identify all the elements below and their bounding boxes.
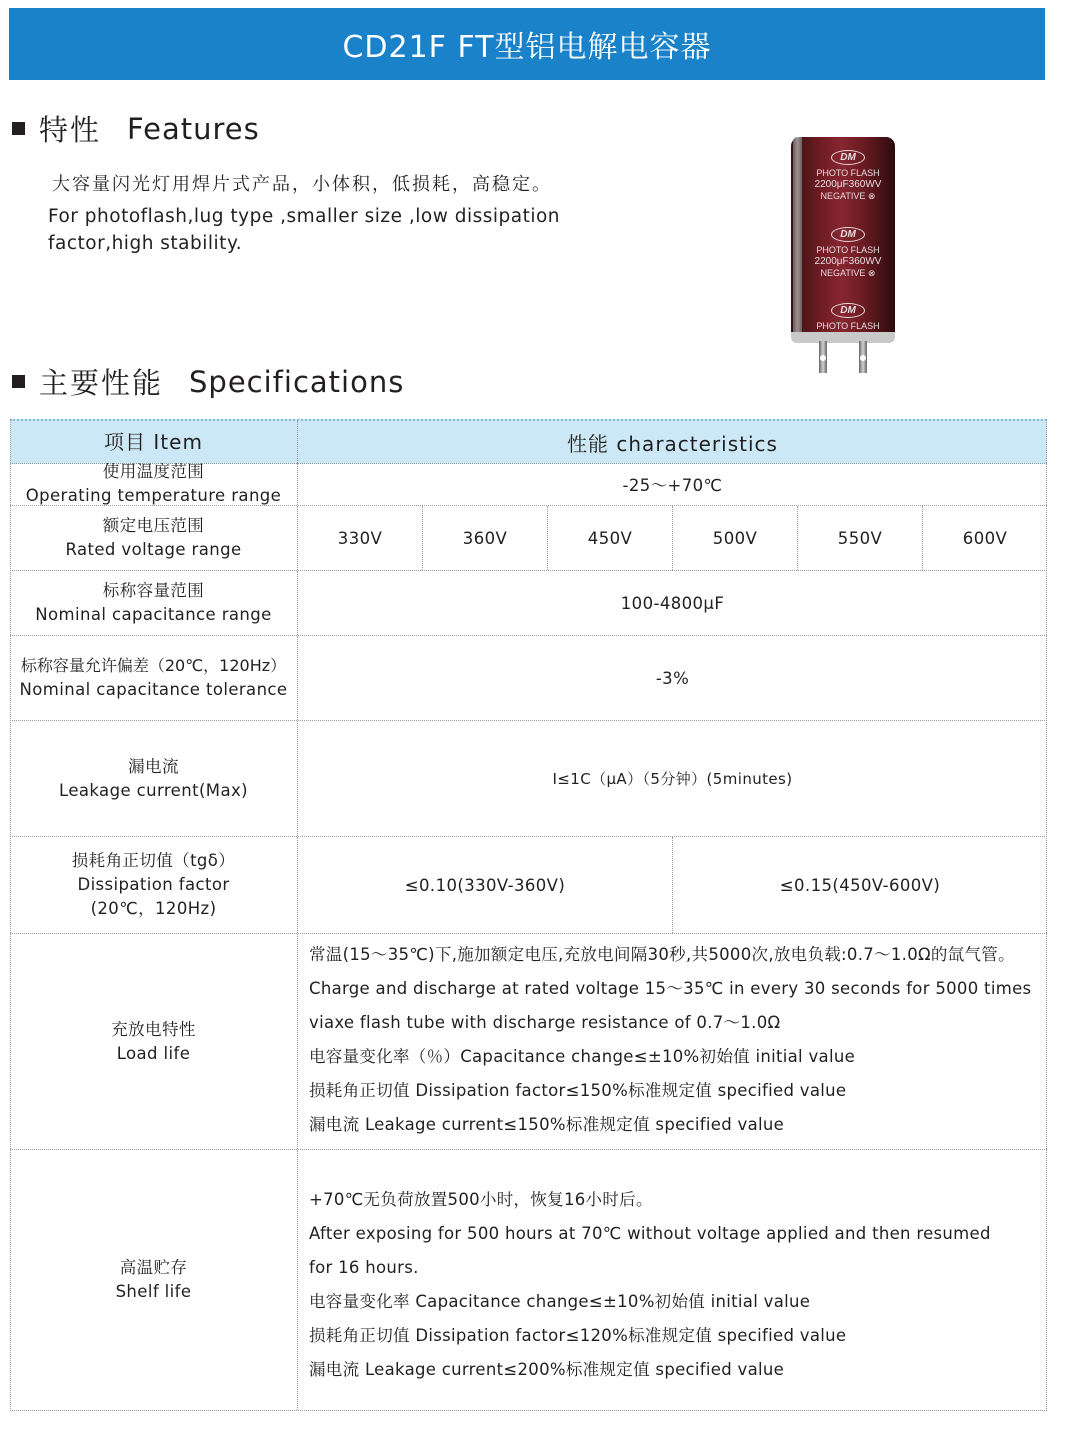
voltage-cell: 360V — [423, 506, 548, 570]
voltage-cell: 330V — [298, 506, 423, 570]
capacitor-label-line1: PHOTO FLASH — [816, 245, 880, 255]
features-heading — [12, 108, 260, 149]
row-label — [10, 463, 298, 505]
label-en: Nominal capacitance range — [35, 605, 272, 624]
row-label — [10, 934, 298, 1149]
shelf-life-line: 损耗角正切值 Dissipation factor≤120%标准规定值 specified value — [309, 1326, 847, 1345]
label-en: Operating temperature range — [25, 486, 282, 505]
shelf-life-details — [309, 1183, 1047, 1387]
row-label — [10, 721, 298, 836]
row-label — [10, 506, 298, 570]
table-header-row — [10, 419, 1047, 464]
specifications-heading-en: Specifications — [189, 364, 405, 399]
label-zh: 漏电流 — [128, 756, 179, 776]
capacitor-label-line3: NEGATIVE ⊗ — [820, 191, 876, 201]
specifications-heading — [12, 361, 404, 402]
load-life-line: viaxe flash tube with discharge resistance of 0.7～1.0Ω — [309, 1013, 781, 1032]
shelf-life-line: 漏电流 Leakage current≤200%标准规定值 specified value — [309, 1360, 785, 1379]
table-row-load-life — [10, 934, 1047, 1150]
shelf-life-line: +70℃无负荷放置500小时，恢复16小时后。 — [309, 1190, 653, 1209]
dissipation-cell: ≤0.10(330V-360V) — [298, 837, 673, 933]
row-label — [10, 571, 298, 635]
row-label — [10, 1150, 298, 1410]
tolerance-value: -3% — [655, 668, 690, 688]
bullet-square-icon — [12, 375, 25, 388]
label-zh: 充放电特性 — [111, 1019, 196, 1039]
label-en: Shelf life — [115, 1282, 192, 1301]
voltage-cell: 600V — [962, 528, 1008, 548]
table-row-dissipation — [10, 837, 1047, 934]
capacitor-lug-terminal — [819, 341, 827, 373]
table-row-temperature — [10, 463, 1047, 506]
label-en: Leakage current(Max) — [59, 780, 248, 800]
label-zh: 高温贮存 — [119, 1258, 188, 1277]
page-title: CD21F FT型铝电解电容器 — [342, 30, 712, 65]
table-row-shelf-life — [10, 1150, 1047, 1411]
dissipation-values — [298, 837, 1047, 933]
table-row-capacitance — [10, 571, 1047, 636]
label-zh: 标称容量允许偏差（20℃，120Hz） — [20, 656, 287, 675]
capacitor-label-line1: PHOTO FLASH — [816, 321, 880, 331]
capacitor-label-line3: NEGATIVE ⊗ — [820, 268, 876, 278]
label-en: Load life — [116, 1043, 191, 1063]
voltage-values — [298, 506, 1047, 570]
shelf-life-line: for 16 hours. — [309, 1258, 419, 1277]
features-heading-en: Features — [127, 111, 260, 146]
dissipation-cell: ≤0.15(450V-600V) — [779, 875, 941, 895]
load-life-details — [309, 938, 1047, 1142]
table-row-leakage — [10, 721, 1047, 837]
dm-logo: DM — [831, 150, 865, 165]
specifications-heading-zh: 主要性能 — [39, 366, 164, 400]
capacitor-product-image — [791, 137, 895, 377]
row-label — [10, 837, 298, 933]
features-text-en: For photoflash,lug type ,smaller size ,low dissipation factor,high stability. — [48, 206, 561, 254]
voltage-cell: 450V — [548, 506, 673, 570]
voltage-cell: 550V — [798, 506, 923, 570]
capacitor-lug-terminal — [859, 341, 867, 373]
bullet-square-icon — [12, 122, 25, 135]
table-row-voltage — [10, 506, 1047, 571]
temperature-value: -25～+70℃ — [622, 476, 723, 495]
load-life-line: 损耗角正切值 Dissipation factor≤150%标准规定值 specified value — [309, 1081, 847, 1100]
capacitor-base — [791, 332, 895, 343]
capacitor-label-line2: 2200μF360WV — [814, 179, 882, 190]
label-zh: 标称容量范围 — [102, 581, 205, 600]
load-life-line: 电容量变化率（％）Capacitance change≤±10%初始值 initial value — [309, 1047, 856, 1066]
label-en: Nominal capacitance tolerance — [19, 680, 288, 699]
features-heading-zh: 特性 — [39, 113, 102, 147]
load-life-line: 漏电流 Leakage current≤150%标准规定值 specified value — [309, 1115, 785, 1134]
load-life-line: 常温(15～35℃)下,施加额定电压,充放电间隔30秒,共5000次,放电负载:0.7～1.0Ω的氙气管。 — [309, 945, 1015, 964]
capacitor-label-3 — [805, 303, 891, 332]
label-en: Rated voltage range — [65, 540, 242, 559]
features-text-zh: 大容量闪光灯用焊片式产品，小体积，低损耗，高稳定。 — [52, 174, 552, 195]
label-en: Dissipation factor — [77, 875, 230, 894]
capacitor-label-2 — [805, 227, 891, 279]
header-characteristics: 性能 characteristics — [567, 431, 778, 456]
capacitor-label-line2: 2200μF360WV — [814, 256, 882, 267]
capacitance-value: 100-4800μF — [620, 593, 725, 613]
table-row-tolerance — [10, 636, 1047, 721]
label-condition: (20℃，120Hz) — [90, 899, 217, 918]
dm-logo: DM — [831, 227, 865, 242]
dm-logo: DM — [831, 303, 865, 318]
label-zh: 额定电压范围 — [102, 516, 205, 535]
shelf-life-line: 电容量变化率 Capacitance change≤±10%初始值 initial value — [309, 1292, 811, 1311]
capacitor-stripe — [793, 137, 802, 341]
shelf-life-line: After exposing for 500 hours at 70℃ without voltage applied and then resumed — [309, 1224, 991, 1243]
leakage-value: I≤1C（μA）（5分钟）(5minutes) — [552, 770, 793, 788]
capacitor-label-1 — [805, 150, 891, 202]
header-item: 项目 Item — [10, 421, 298, 463]
title-banner — [9, 8, 1045, 80]
label-zh: 损耗角正切值（tgδ） — [71, 851, 236, 870]
voltage-cell: 500V — [673, 506, 798, 570]
specifications-table — [10, 419, 1047, 1411]
load-life-line: Charge and discharge at rated voltage 15～35℃ in every 30 seconds for 5000 times — [309, 979, 1032, 998]
row-label — [10, 636, 298, 720]
label-zh: 使用温度范围 — [102, 462, 205, 481]
capacitor-label-line1: PHOTO FLASH — [816, 168, 880, 178]
